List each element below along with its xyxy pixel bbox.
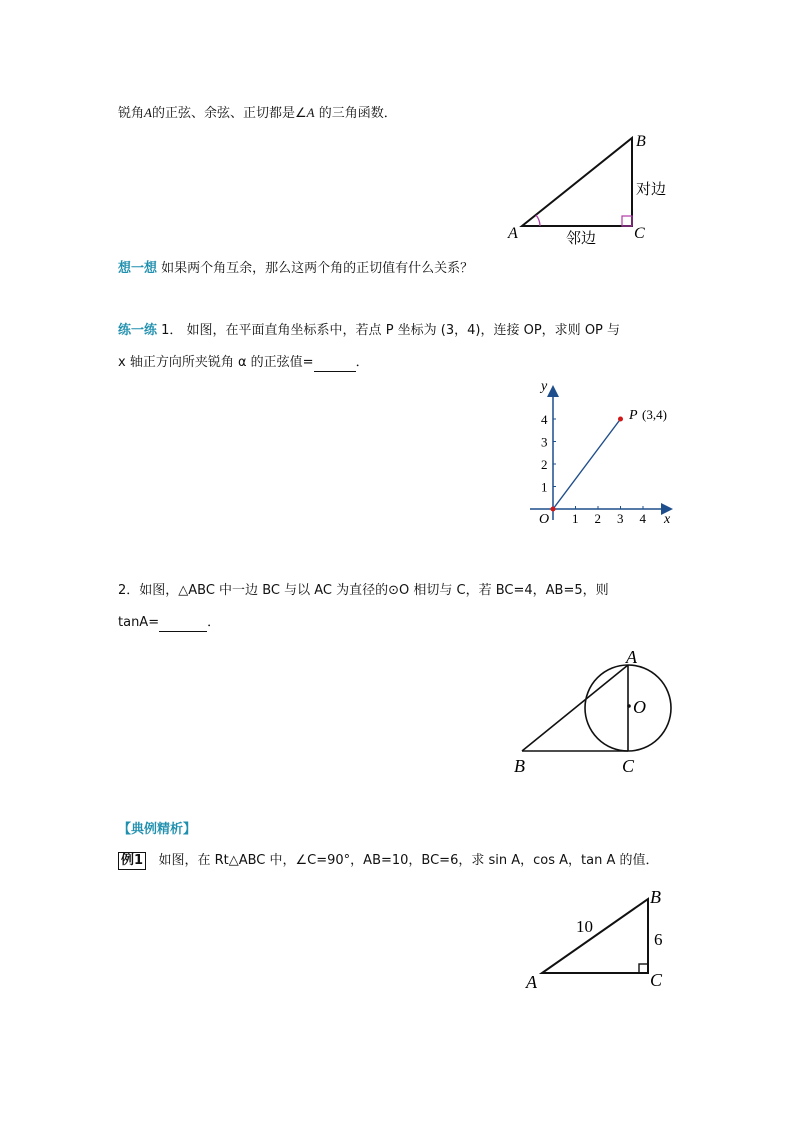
fig4-label-a: A bbox=[526, 972, 537, 992]
fig3-label-o: O bbox=[633, 697, 646, 717]
practice-q2-text1: 2．如图，△ABC 中一边 BC 与以 AC 为直径的⊙O 相切与 C，若 BC=4，AB=5，则 bbox=[118, 583, 609, 598]
practice-tag: 练一练 bbox=[118, 323, 158, 338]
figure-right-triangle bbox=[500, 128, 690, 250]
origin-label: O bbox=[539, 512, 550, 527]
y-tick-label-2: 2 bbox=[541, 457, 548, 472]
x-tick-label-4: 4 bbox=[639, 511, 646, 526]
answer-blank-q2[interactable] bbox=[159, 618, 207, 632]
intro-line bbox=[118, 104, 397, 123]
practice-q1-line2 bbox=[118, 354, 369, 372]
right-angle-mark bbox=[622, 216, 632, 226]
figure-coordinate-plane bbox=[524, 378, 684, 528]
practice-q1-line1 bbox=[118, 322, 620, 340]
angle-a-arc bbox=[536, 215, 540, 226]
intro-text-middle: 的正弦、余弦、正切都是∠ bbox=[151, 106, 307, 121]
fig1-opposite-label: 对边 bbox=[636, 180, 667, 198]
example-triangle-shape bbox=[542, 899, 648, 973]
think-text: 如果两个角互余，那么这两个角的正切值有什么关系？ bbox=[161, 261, 474, 276]
practice-q1-text1: 1． 如图，在平面直角坐标系中，若点 P 坐标为 (3，4)，连接 OP，求则 OP 与 bbox=[161, 323, 621, 338]
intro-var-a2: A bbox=[306, 105, 315, 120]
fig4-hyp-value: 10 bbox=[576, 917, 593, 936]
fig1-label-b: B bbox=[636, 133, 646, 150]
fig4-side-value: 6 bbox=[654, 930, 663, 949]
y-tick-label-3: 3 bbox=[541, 434, 548, 450]
fig1-label-c: C bbox=[634, 225, 645, 242]
side-ab bbox=[522, 665, 628, 751]
y-tick-label-4: 4 bbox=[541, 412, 548, 427]
x-axis-label: x bbox=[664, 512, 671, 527]
intro-text-after: 的三角函数． bbox=[314, 106, 397, 121]
x-tick-label-1: 1 bbox=[572, 511, 579, 526]
example-right-angle-mark bbox=[639, 964, 648, 973]
practice-q2-end: ． bbox=[207, 615, 221, 630]
point-p-coord: (3,4) bbox=[642, 407, 667, 422]
intro-var-a: A bbox=[144, 105, 152, 120]
practice-q2-line2 bbox=[118, 614, 220, 632]
think-tag: 想一想 bbox=[118, 261, 158, 276]
fig3-label-c: C bbox=[622, 756, 635, 776]
practice-q2-line1 bbox=[118, 582, 609, 600]
fig3-label-b: B bbox=[514, 756, 525, 776]
practice-q1-text2: x 轴正方向所夹锐角 α 的正弦值= bbox=[118, 355, 314, 370]
fig3-label-a: A bbox=[626, 647, 637, 667]
fig1-adjacent-label: 邻边 bbox=[566, 229, 597, 247]
answer-blank-q1[interactable] bbox=[314, 358, 356, 372]
x-tick-label-2: 2 bbox=[594, 511, 601, 526]
think-line bbox=[118, 260, 473, 278]
section-title: 【典例精析】 bbox=[118, 822, 197, 837]
figure-example-triangle bbox=[520, 884, 680, 994]
practice-q1-end: ． bbox=[355, 355, 369, 370]
center-o-dot bbox=[627, 704, 631, 708]
y-axis-label: y bbox=[541, 379, 548, 394]
example-tag: 例1 bbox=[118, 852, 146, 870]
practice-q2-text2: tanA= bbox=[118, 615, 160, 630]
point-p-label: P bbox=[629, 408, 638, 423]
example-text: 如图，在 Rt△ABC 中，∠C=90°，AB=10，BC=6，求 sin A，cos A，tan A 的值． bbox=[158, 853, 659, 868]
intro-text-before: 锐角 bbox=[118, 106, 145, 121]
fig4-label-b: B bbox=[650, 887, 661, 907]
y-tick-label-1: 1 bbox=[541, 479, 548, 495]
segment-op bbox=[553, 419, 621, 509]
fig1-label-a: A bbox=[508, 225, 518, 242]
example-line bbox=[118, 852, 659, 870]
x-tick-label-3: 3 bbox=[617, 511, 624, 526]
triangle-shape bbox=[522, 138, 632, 226]
fig4-label-c: C bbox=[650, 970, 663, 990]
point-p-dot bbox=[618, 417, 623, 422]
figure-triangle-circle bbox=[508, 644, 678, 778]
origin-point bbox=[551, 507, 556, 512]
